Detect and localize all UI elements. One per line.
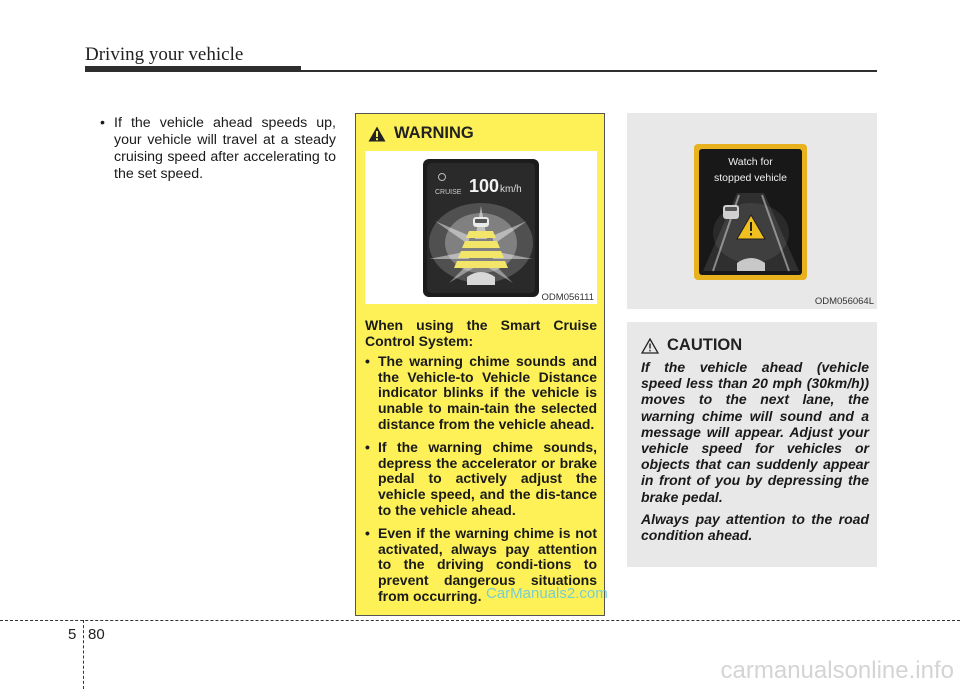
bullet-text: Even if the warning chime is not activated, always pay attention to the driving condi-tions to prevent dangerous situations from occurring. bbox=[378, 525, 597, 604]
left-column-text bbox=[100, 115, 336, 183]
bullet-dot: • bbox=[365, 525, 370, 542]
caution-box bbox=[627, 322, 877, 567]
set-speed-value: 100 bbox=[469, 176, 500, 196]
warning-content bbox=[365, 318, 597, 612]
footer-divider bbox=[83, 620, 84, 689]
page-number: 80 bbox=[88, 626, 105, 643]
cruise-label: CRUISE bbox=[435, 189, 462, 196]
list-item bbox=[365, 354, 597, 432]
warning-illustration bbox=[365, 151, 597, 304]
warning-title: WARNING bbox=[394, 124, 474, 142]
display-photo-panel bbox=[627, 113, 877, 309]
display-message-line2: stopped vehicle bbox=[714, 172, 787, 184]
chapter-number: 5 bbox=[68, 626, 77, 643]
set-speed-unit: km/h bbox=[500, 184, 522, 195]
warning-triangle-icon bbox=[368, 126, 386, 142]
bullet-text: The warning chime sounds and the Vehicle-to Vehicle Distance indicator blinks if the vehicle is unable to main-tain the selected distance from the vehicle ahead. bbox=[378, 353, 597, 432]
list-item bbox=[100, 115, 336, 183]
bullet-text: If the vehicle ahead speeds up, your vehicle will travel at a steady cruising speed after accelerating to the set speed. bbox=[114, 115, 336, 182]
header-rule-thick bbox=[85, 66, 301, 72]
footer-rule bbox=[0, 620, 960, 621]
bullet-dot: • bbox=[365, 353, 370, 370]
footer-brand: carmanualsonline.info bbox=[720, 657, 954, 684]
warning-box bbox=[355, 113, 605, 616]
lead-vehicle-icon bbox=[473, 217, 489, 227]
image-code: ODM056111 bbox=[541, 292, 594, 303]
list-item bbox=[365, 440, 597, 518]
section-title: Driving your vehicle bbox=[85, 44, 244, 65]
warning-heading bbox=[368, 124, 474, 143]
warning-intro: When using the Smart Cruise Control System: bbox=[365, 317, 597, 349]
caution-body bbox=[641, 359, 869, 549]
caution-heading bbox=[641, 336, 742, 355]
cluster-display-illustration bbox=[365, 151, 597, 304]
image-code: ODM056064L bbox=[814, 296, 874, 307]
stopped-vehicle-icon bbox=[723, 205, 739, 219]
warning-bullet-list bbox=[365, 354, 597, 604]
caution-triangle-icon bbox=[641, 338, 659, 354]
caution-title: CAUTION bbox=[667, 336, 743, 354]
bullet-dot: • bbox=[365, 439, 370, 456]
stopped-vehicle-display-illustration bbox=[627, 113, 877, 309]
bullet-text: If the warning chime sounds, depress the accelerator or brake pedal to actively adjust the vehicle speed, and the dis-tance to the vehicle ahead. bbox=[378, 439, 597, 518]
bullet-dot: • bbox=[100, 115, 105, 131]
display-message-line1: Watch for bbox=[728, 156, 773, 168]
watermark: CarManuals2.com bbox=[486, 585, 608, 602]
header-rule-thin bbox=[301, 70, 877, 72]
caution-paragraph: If the vehicle ahead (vehicle speed less than 20 mph (30km/h)) moves to the next lane, the warning chime will sound and a message will appear. Adjust your vehicle speed for vehicles or objects that can suddenly appear in front of you by depressing the brake pedal. bbox=[641, 359, 869, 505]
caution-paragraph: Always pay attention to the road condition ahead. bbox=[641, 510, 869, 544]
